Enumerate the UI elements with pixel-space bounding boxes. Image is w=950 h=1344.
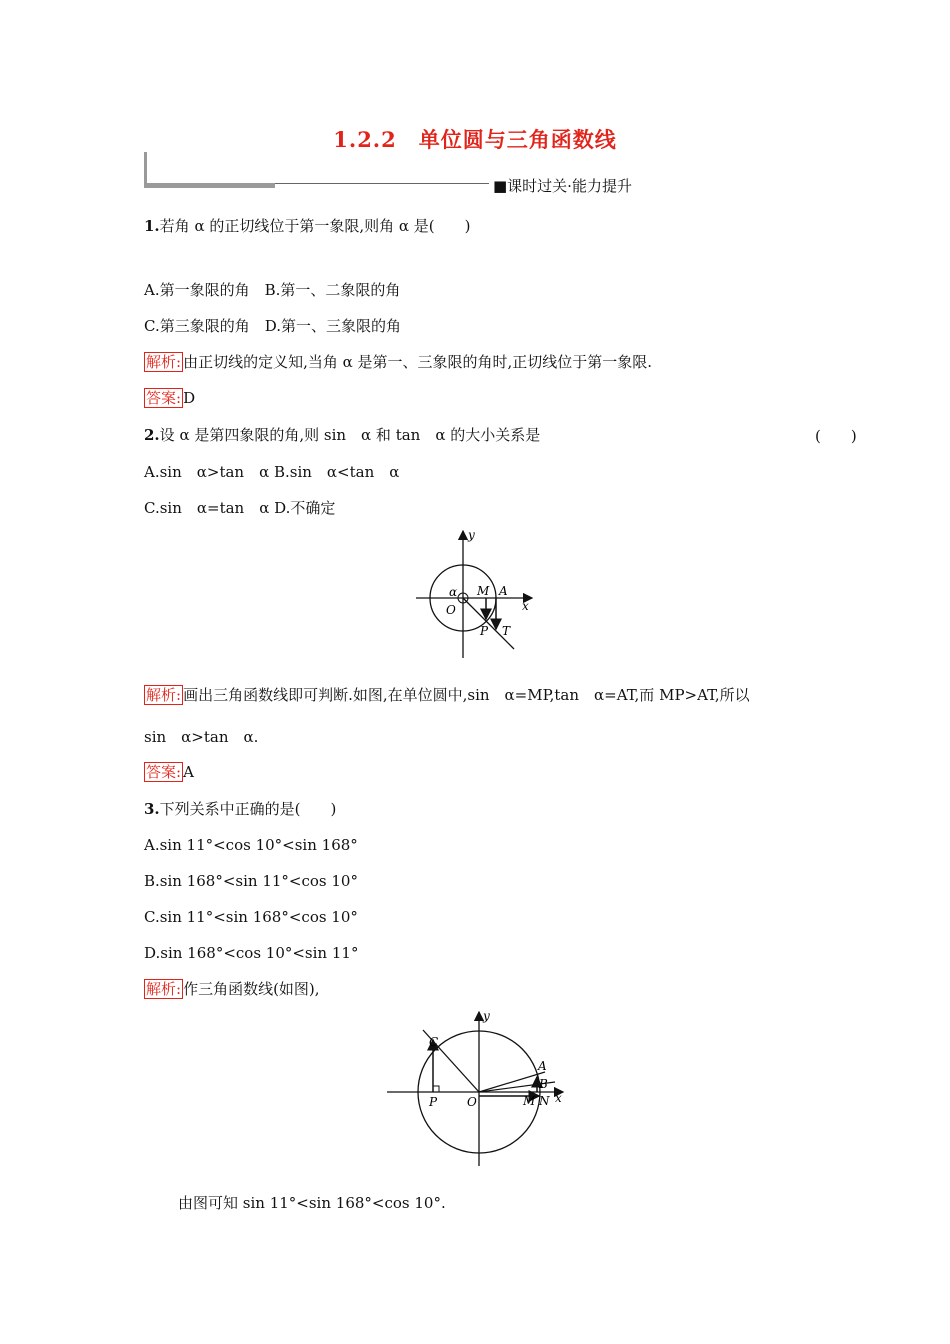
q2-analysis-line: [144, 685, 750, 705]
q3-label-y: y: [483, 1009, 490, 1023]
q1-analysis: 由正切线的定义知,当角 α 是第一、三象限的角时,正切线位于第一象限.: [183, 353, 653, 371]
q1-analysis-tag: 解析:: [146, 353, 182, 371]
q3-analysis: 作三角函数线(如图),: [183, 980, 320, 998]
banner-rule: [275, 183, 489, 184]
q3-label-n: N: [539, 1094, 550, 1108]
q2-label-x: x: [522, 599, 529, 613]
banner-text: ■课时过关·能力提升: [493, 177, 632, 195]
q2-number: 2.: [144, 426, 160, 444]
q3-unit-circle-figure: [383, 1008, 573, 1170]
q2-label-o: O: [446, 603, 456, 617]
q2-label-t: T: [502, 624, 511, 638]
q2-answer: A: [183, 763, 194, 781]
q3-analysis-tag: 解析:: [146, 980, 182, 998]
q2-stem: 设 α 是第四象限的角,则 sin α 和 tan α 的大小关系是: [159, 426, 541, 444]
q3-label-o: O: [467, 1095, 477, 1109]
q2-label-m: M: [477, 584, 490, 598]
q2-options-cd: C.sin α=tan α D.不确定: [144, 499, 336, 517]
q1-stem: 若角 α 的正切线位于第一象限,则角 α 是( ): [159, 217, 471, 235]
banner-bar-horizontal: [147, 183, 275, 188]
q1-analysis-line: [144, 352, 652, 372]
q3-label-b: B: [539, 1077, 548, 1091]
q2-answer-tag: 答案:: [146, 763, 182, 781]
q3-label-a: A: [538, 1059, 547, 1073]
q2-stem-line: [144, 425, 540, 445]
q2-unit-circle-figure: [410, 525, 540, 663]
q2-options-ab: A.sin α>tan α B.sin α<tan α: [144, 463, 400, 481]
q2-label-a: A: [499, 584, 508, 598]
q3-label-m: M: [523, 1094, 536, 1108]
q2-label-alpha: α: [449, 585, 458, 599]
q2-answer-line: [144, 762, 194, 782]
q3-stem: 下列关系中正确的是( ): [159, 800, 337, 818]
q3-conclusion: 由图可知 sin 11°<sin 168°<cos 10°.: [178, 1194, 446, 1212]
q3-label-x: x: [555, 1091, 562, 1105]
q1-options-cd: C.第三象限的角 D.第一、三象限的角: [144, 317, 401, 335]
q2-label-y: y: [468, 528, 475, 542]
q1-answer: D: [183, 389, 196, 407]
q3-number: 3.: [144, 800, 160, 818]
page-title: 1.2.2 单位圆与三角函数线: [333, 127, 617, 152]
q3-option-c: C.sin 11°<sin 168°<cos 10°: [144, 908, 358, 926]
q2-label-p: P: [480, 624, 489, 638]
q3-label-p: P: [429, 1095, 438, 1109]
q1-stem-line: [144, 216, 470, 236]
q3-option-a: A.sin 11°<cos 10°<sin 168°: [144, 836, 358, 854]
q3-option-d: D.sin 168°<cos 10°<sin 11°: [144, 944, 359, 962]
q1-options-ab: A.第一象限的角 B.第一、二象限的角: [144, 281, 401, 299]
q2-analysis-tag: 解析:: [146, 686, 182, 704]
q2-answer-paren: ( ): [815, 427, 857, 445]
q3-label-c: C: [429, 1035, 439, 1049]
q2-analysis-cont: sin α>tan α.: [144, 728, 259, 746]
q3-right-angle-mark: [433, 1086, 439, 1092]
q3-ray-11: [479, 1072, 545, 1092]
q1-answer-line: [144, 388, 195, 408]
q3-option-b: B.sin 168°<sin 11°<cos 10°: [144, 872, 358, 890]
q3-analysis-line: [144, 979, 320, 999]
q1-number: 1.: [144, 217, 160, 235]
q2-analysis: 画出三角函数线即可判断.如图,在单位圆中,sin α=MP,tan α=AT,而 MP>AT,所以: [183, 686, 750, 704]
q3-stem-line: [144, 799, 336, 819]
q1-answer-tag: 答案:: [146, 389, 182, 407]
